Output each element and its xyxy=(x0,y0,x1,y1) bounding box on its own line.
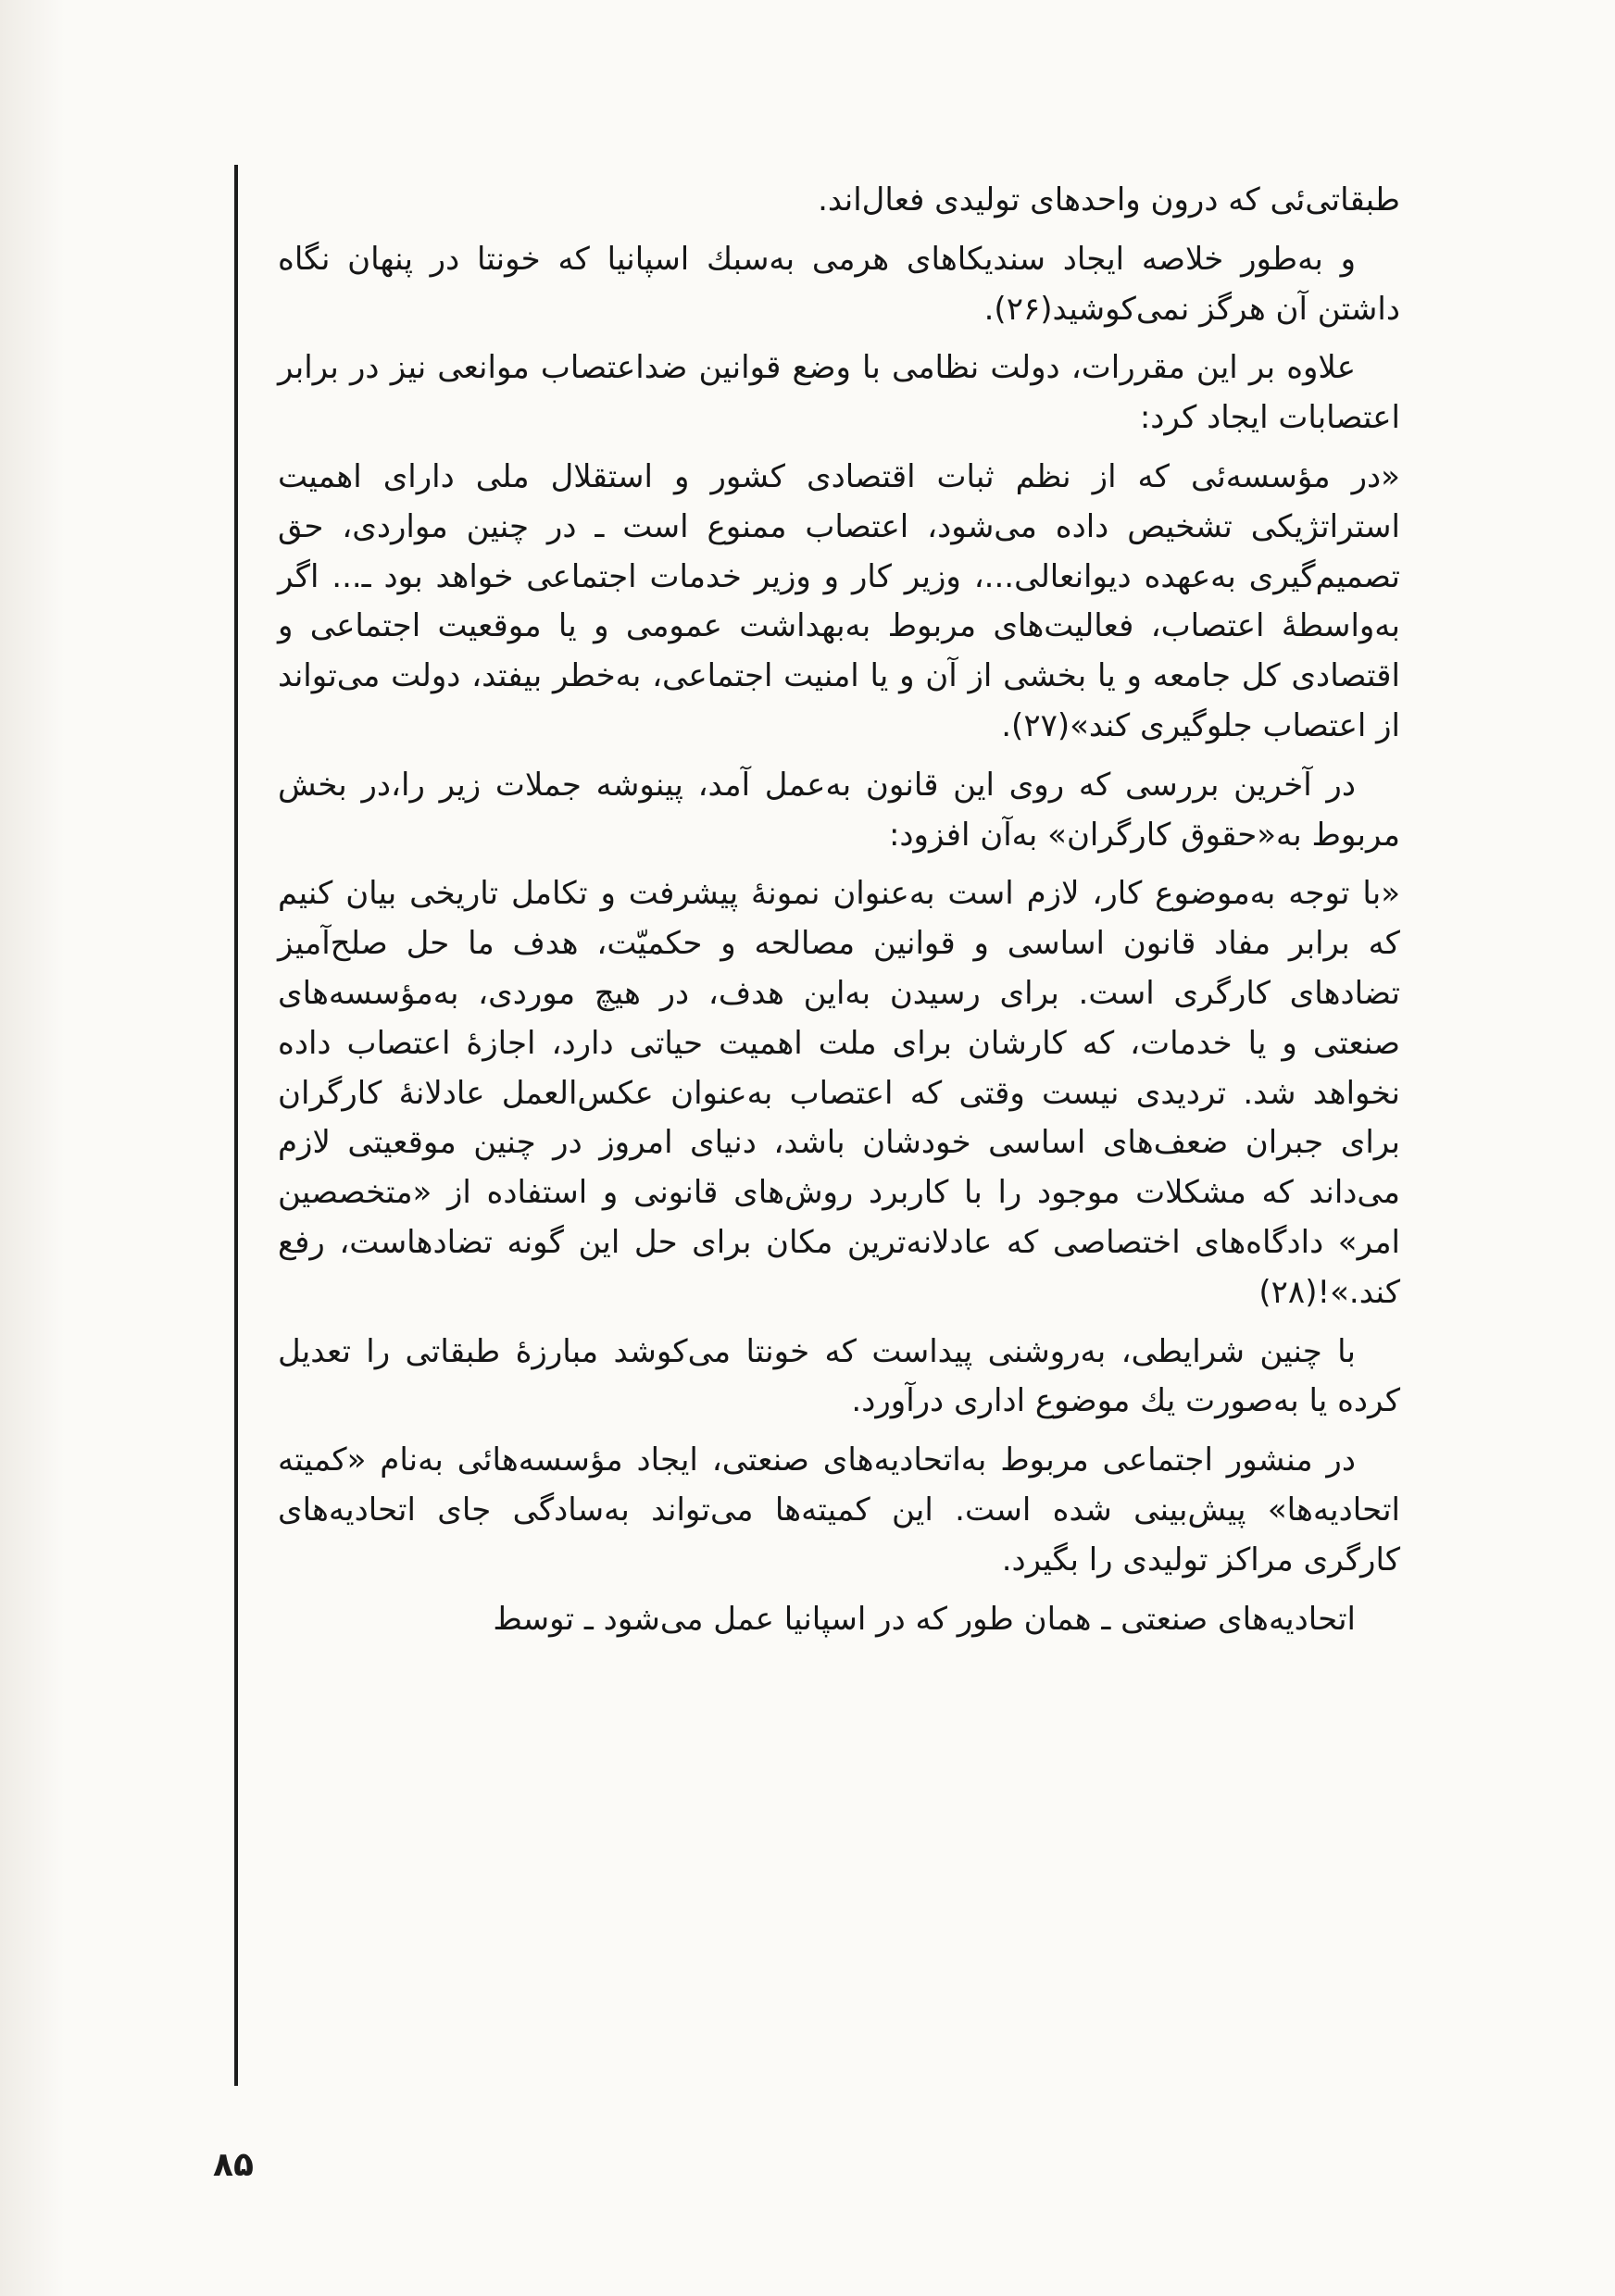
paragraph: اتحادیه‌های صنعتی ـ همان طور که در اسپانیا عمل می‌شود ـ توسط xyxy=(493,1600,1356,1638)
paragraph: در آخرین بررسی که روی این قانون به‌عمل آمد، پینوشه جملات زیر را،در بخش مربوط به«حقوق کارگران» به‌آن افزود: xyxy=(278,766,1400,854)
paragraph: علاوه بر این مقررات، دولت نظامی با وضع قوانین ضداعتصاب موانعی نیز در برابر اعتصابات ایجاد کرد: xyxy=(278,349,1400,437)
page-edge-shadow xyxy=(0,0,65,2296)
block-quote: «در مؤسسه‌ئی که از نظم ثبات اقتصادی کشور و استقلال ملی دارای اهمیت استراتژیکی تشخیص داده می‌شود، اعتصاب ممنوع است ـ در چنین مواردی، حق تصمیم‌گیری به‌عهده دیوانعالی...، وزیر کار و وزیر خدمات اجتماعی خواهد بود ـ... اگر به‌واسطهٔ اعتصاب، فعالیت‌های مربوط به‌بهداشت عمومی و یا موقعیت اجتماعی و اقتصادی کل جامعه و یا بخشی از آن و یا امنیت اجتماعی، به‌خطر بیفتد، دولت می‌تواند از اعتصاب جلوگیری کند»(۲۷). xyxy=(278,457,1400,744)
paragraph: با چنین شرایطی، به‌روشنی پیداست که خونتا می‌کوشد مبارزهٔ طبقاتی را تعدیل کرده یا به‌صورت یك موضوع اداری درآورد. xyxy=(278,1332,1400,1420)
paragraph: و به‌طور خلاصه ایجاد سندیکاهای هرمی به‌سبك اسپانیا که خونتا در پنهان نگاه داشتن آن هرگز نمی‌کوشید(۲۶). xyxy=(278,240,1400,328)
paragraph: طبقاتی‌ئی که درون واحدهای تولیدی فعال‌اند. xyxy=(818,181,1400,218)
body-text xyxy=(278,176,1400,2092)
block-quote: «با توجه به‌موضوع کار، لازم است به‌عنوان نمونهٔ پیشرفت و تکامل تاریخی بیان کنیم که برابر مفاد قانون اساسی و قوانین مصالحه و حکمیّت، هدف ما حل صلح‌آمیز تضادهای کارگری است. برای رسیدن به‌این هدف، در هیچ موردی، به‌مؤسسه‌های صنعتی و یا خدمات، که کارشان برای ملت اهمیت حیاتی دارد، اجازهٔ اعتصاب داده نخواهد شد. تردیدی نیست وقتی که اعتصاب به‌عنوان عکس‌العمل عادلانهٔ کارگران برای جبران ضعف‌های اساسی خودشان باشد، دنیای امروز در چنین موقعیتی لازم می‌داند که مشکلات موجود را با کاربرد روش‌های قانونی و استفاده از «متخصصین امر» دادگاه‌های اختصاصی که عادلانه‌ترین مکان برای حل این گونه تضادهاست، رفع کند.»!(۲۸) xyxy=(278,875,1400,1311)
margin-rule xyxy=(234,165,238,2086)
paragraph: در منشور اجتماعی مربوط به‌اتحادیه‌های صنعتی، ایجاد مؤسسه‌هائی به‌نام «کمیته اتحادیه‌ها» پیش‌بینی شده است. این کمیته‌ها می‌تواند به‌سادگی جای اتحادیه‌های کارگری مراکز تولیدی را بگیرد. xyxy=(278,1441,1400,1578)
page-number: ۸۵ xyxy=(213,2146,254,2184)
